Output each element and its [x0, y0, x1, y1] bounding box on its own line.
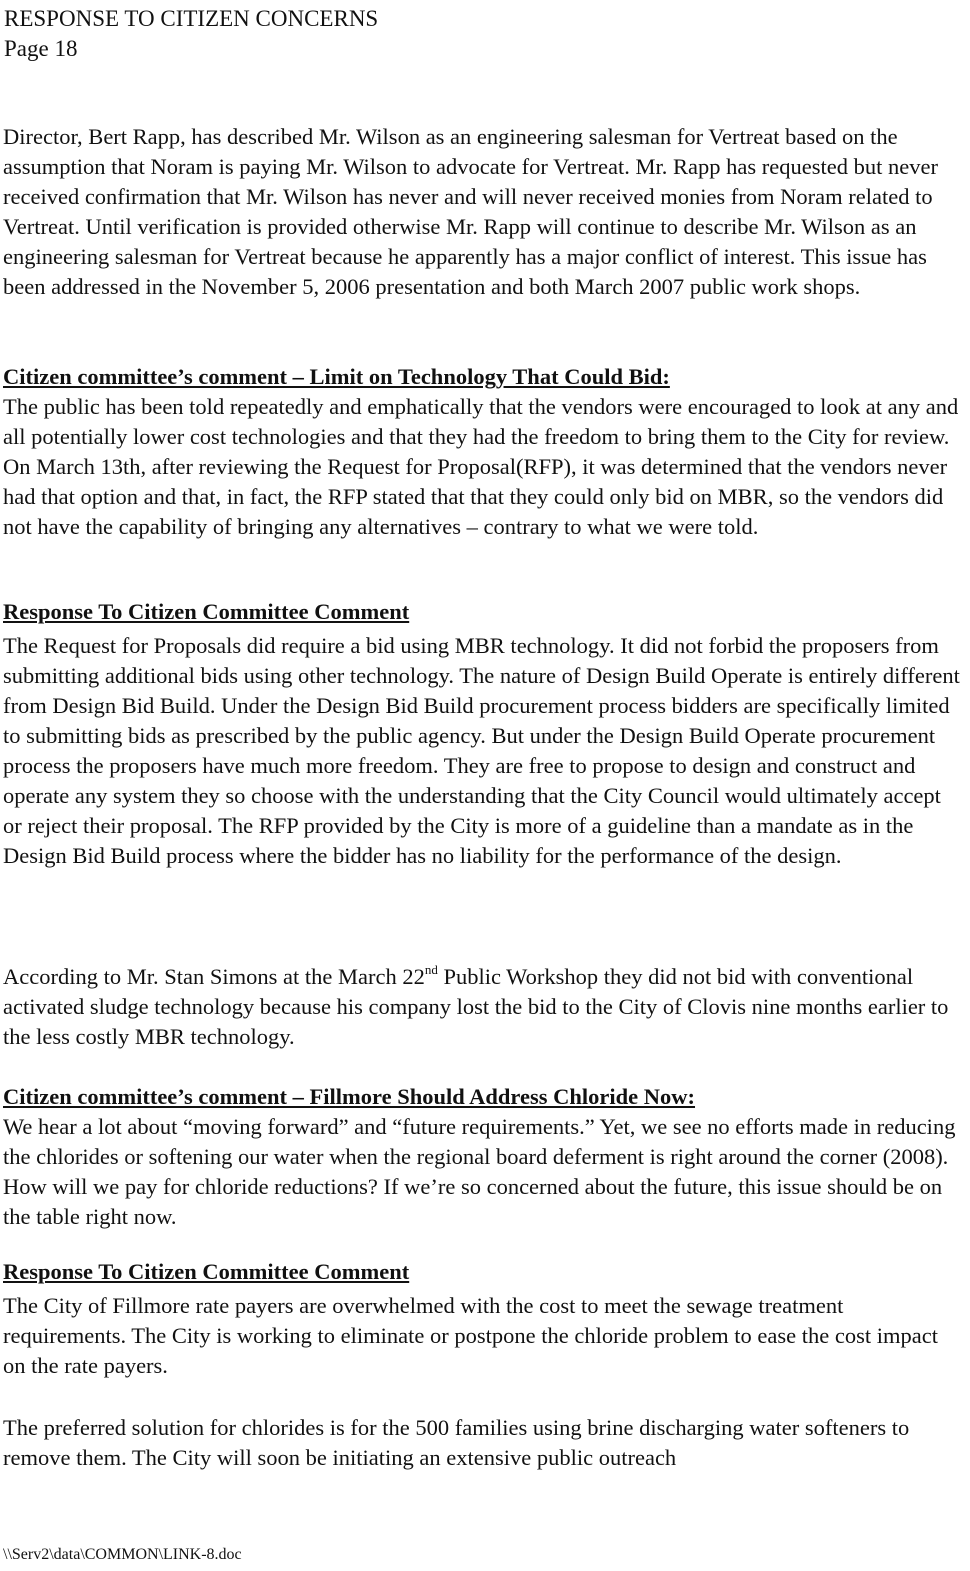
paragraph-response-2: The City of Fillmore rate payers are overwhelmed with the cost to meet the sewage treatment requirements. The City is working to eliminate or postpone the chloride problem to ease the cost impact on the rate payers.: [3, 1293, 938, 1378]
paragraph-brine-softeners: The preferred solution for chlorides is for the 500 families using brine discharging water softeners to remove them. The City will soon be initiating an extensive public outreach: [3, 1415, 910, 1470]
heading-response-2: Response To Citizen Committee Comment: [3, 1259, 410, 1284]
paragraph-limit-technology: The public has been told repeatedly and emphatically that the vendors were encouraged to look at any and all potentially lower cost technologies and that they had the freedom to bring them to the City for review. On March 13th, after reviewing the Request for Proposal(RFP), it was determined that the vendors never had that option and that, in fact, the RFP stated that that they could only bid on MBR, so the vendors did not have the capability of bringing any alternatives – contrary to what we were told.: [3, 394, 959, 539]
paragraph-stan-simons-text-cont: Public Workshop they did not bid with conventional activated sludge technology because his company lost the bid to the City of Clovis nine months earlier to the less costly MBR technology.: [3, 964, 949, 1049]
ordinal-suffix: nd: [424, 961, 438, 977]
section-response-2: [3, 1257, 963, 1381]
page-number: Page 18: [4, 36, 78, 61]
heading-response-1: Response To Citizen Committee Comment: [3, 599, 410, 624]
section-response-1: [3, 597, 963, 871]
paragraph-response-1: The Request for Proposals did require a bid using MBR technology. It did not forbid the proposers from submitting additional bids using other technology. The nature of Design Build Operate is entirely different from Design Bid Build. Under the Design Bid Build procurement process bidders are specifically limited to submitting bids as prescribed by the public agency. But under the Design Build Operate procurement process the proposers have much more freedom. They are free to propose to design and construct and operate any system they so choose with the understanding that the City Council would ultimately accept or reject their proposal. The RFP provided by the City is more of a guideline than a mandate as in the Design Bid Build process where the bidder has no liability for the performance of the design.: [3, 633, 960, 868]
section-limit-technology: [3, 362, 963, 542]
section-chloride: [3, 1082, 963, 1232]
heading-limit-technology: Citizen committee’s comment – Limit on Technology That Could Bid:: [3, 364, 670, 389]
paragraph-wilson-salesman: Director, Bert Rapp, has described Mr. Wilson as an engineering salesman for Vertreat based on the assumption that Noram is paying Mr. Wilson to advocate for Vertreat. Mr. Rapp has requested but never received confirmation that Mr. Wilson has never and will never received monies from Noram related to Vertreat. Until verification is provided otherwise Mr. Rapp will continue to describe Mr. Wilson as an engineering salesman for Vertreat because he apparently has a major conflict of interest. This issue has been addressed in the November 5, 2006 presentation and both March 2007 public work shops.: [3, 124, 938, 299]
paragraph-chloride: We hear a lot about “moving forward” and “future requirements.” Yet, we see no efforts made in reducing the chlorides or softening our water when the regional board deferment is right around the corner (2008). How will we pay for chloride reductions? If we’re so concerned about the future, this issue should be on the table right now.: [3, 1114, 956, 1229]
paragraph-stan-simons: [3, 962, 963, 1052]
heading-chloride: Citizen committee’s comment – Fillmore Should Address Chloride Now:: [3, 1084, 696, 1109]
paragraph-stan-simons-text: According to Mr. Stan Simons at the March 22: [3, 964, 425, 989]
file-path-footer: \\Serv2\data\COMMON\LINK-8.doc: [3, 1546, 242, 1563]
document-title: RESPONSE TO CITIZEN CONCERNS: [4, 6, 379, 31]
page-header: [4, 4, 378, 64]
